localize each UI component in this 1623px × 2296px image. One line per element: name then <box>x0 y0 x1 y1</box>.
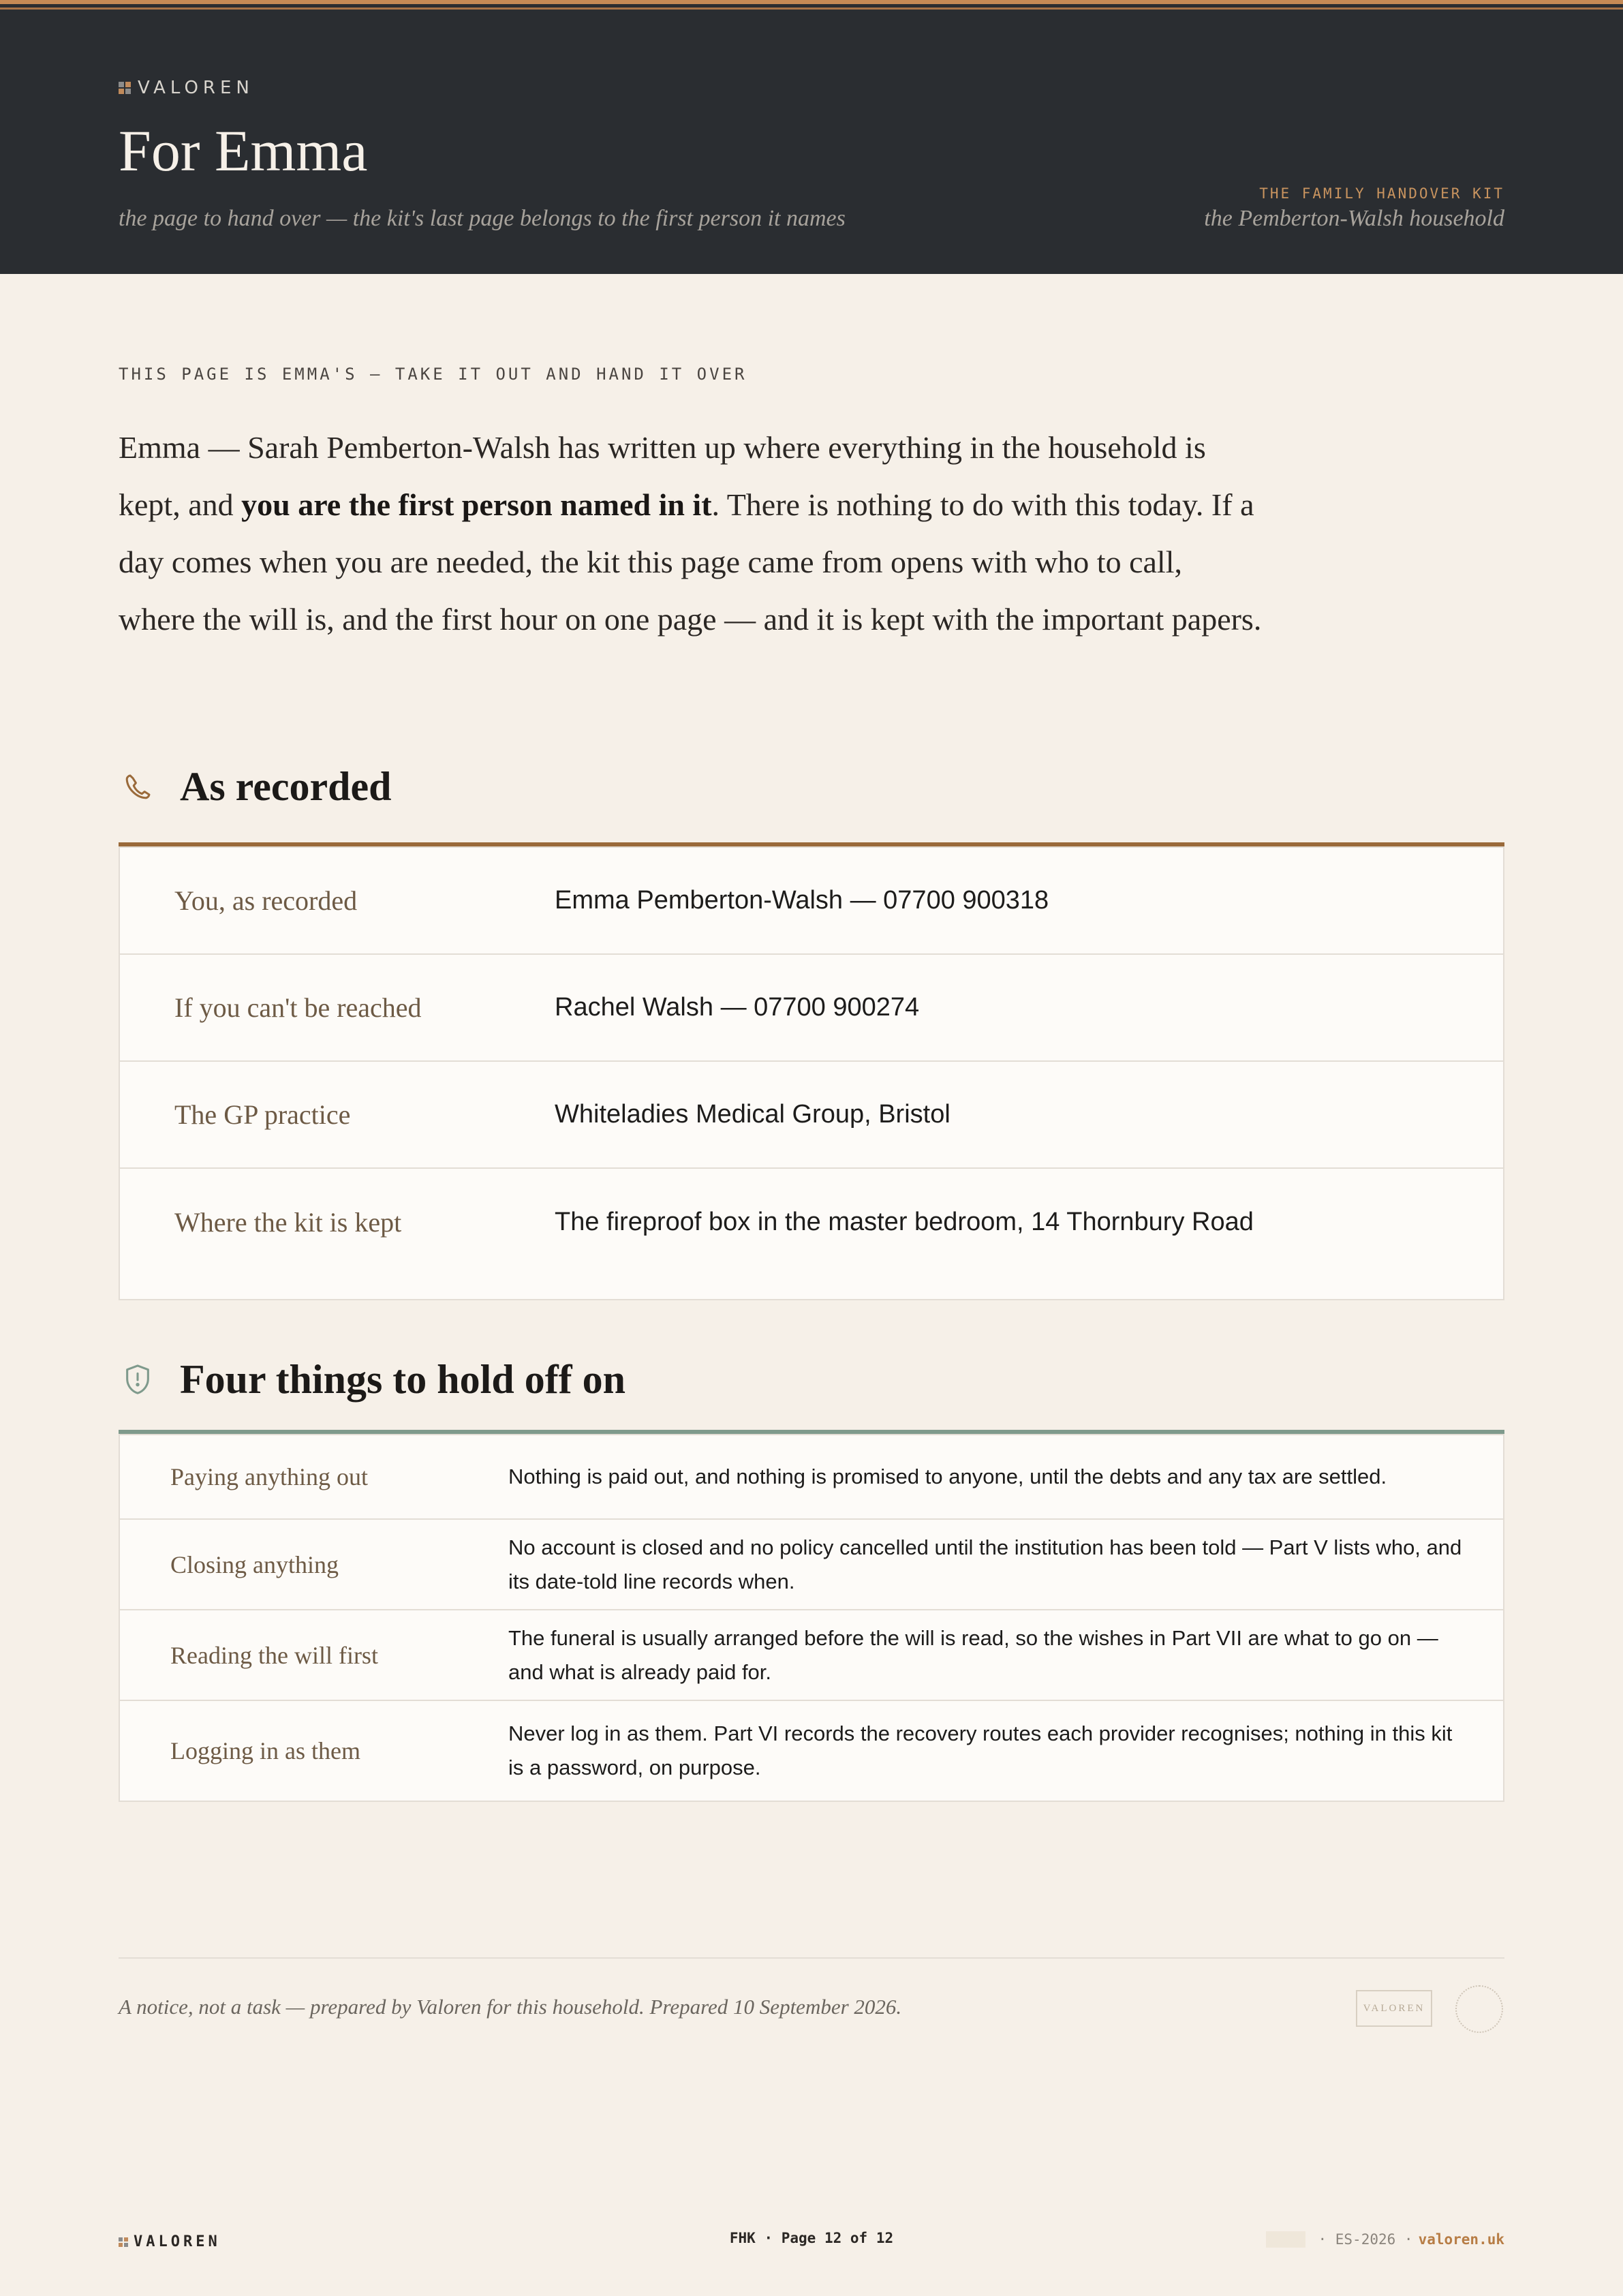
section-title: Four things to hold off on <box>180 1357 626 1402</box>
stamp-text: VALOREN <box>1363 2002 1425 2014</box>
brand-logo-icon <box>119 82 131 94</box>
table-row <box>120 1610 1503 1701</box>
footer-brand-name: VALOREN <box>134 2233 221 2250</box>
hold-off-table <box>119 1434 1504 1802</box>
section-heading-recorded <box>119 763 392 810</box>
row-value: Whiteladies Medical Group, Bristol <box>555 1100 950 1129</box>
page-kicker: THIS PAGE IS EMMA'S — TAKE IT OUT AND HAND IT OVER <box>119 365 747 384</box>
page-subtitle: the page to hand over — the kit's last page belongs to the first person it names <box>119 206 846 231</box>
footer-meta <box>1266 2231 1504 2248</box>
row-value: The funeral is usually arranged before the will is read, so the wishes in Part VII are what to go on — and what is already paid for. <box>508 1625 1438 1684</box>
table-row <box>120 1062 1503 1169</box>
intro-paragraph <box>119 419 1263 648</box>
footer-divider <box>119 1957 1504 1959</box>
footer-chip <box>1266 2231 1305 2248</box>
table-row <box>120 1169 1503 1276</box>
row-label: The GP practice <box>174 1099 351 1130</box>
row-value: The fireproof box in the master bedroom, 14 Thornbury Road <box>555 1208 1254 1236</box>
table-row <box>120 1520 1503 1610</box>
footer-site-link[interactable]: valoren.uk <box>1418 2231 1504 2248</box>
table-row <box>120 955 1503 1062</box>
table-row <box>120 848 1503 955</box>
kit-label: THE FAMILY HANDOVER KIT <box>1259 185 1504 202</box>
footer-note: A notice, not a task — prepared by Valoren for this household. Prepared 10 September 2026. <box>119 1995 902 2019</box>
row-label: If you can't be reached <box>174 992 422 1023</box>
row-value: Never log in as them. Part VI records the recovery routes each provider recognises; nothing in this kit is a password, on purpose. <box>508 1721 1453 1779</box>
row-label: Closing anything <box>170 1550 339 1578</box>
row-value: Nothing is paid out, and nothing is promised to anyone, until the debts and any tax are settled. <box>508 1465 1387 1488</box>
page-header <box>0 0 1623 274</box>
brand <box>119 78 254 98</box>
section-heading-hold <box>119 1356 625 1403</box>
household-name: the Pemberton-Walsh household <box>1204 206 1504 231</box>
recorded-table <box>119 846 1504 1300</box>
page-number: FHK · Page 12 of 12 <box>729 2230 894 2246</box>
row-value: No account is closed and no policy cancelled until the institution has been told — Part V lists who, and its date-told line records when. <box>508 1535 1462 1593</box>
row-label: You, as recorded <box>174 885 358 916</box>
intro-emphasis: you are the first person named in it <box>241 487 712 522</box>
table-row <box>120 1701 1503 1801</box>
brand-name: VALOREN <box>138 78 254 98</box>
table-row <box>120 1435 1503 1520</box>
row-label: Where the kit is kept <box>174 1207 402 1238</box>
intro-text: Emma — Sarah Pemberton-Walsh has written up where everything in the household is kept, and <box>119 430 1206 522</box>
phone-icon <box>119 768 157 806</box>
valoren-stamp <box>1356 1990 1432 2027</box>
header-accent-line <box>0 0 1623 4</box>
page-title: For Emma <box>119 118 368 183</box>
row-label: Logging in as them <box>170 1737 360 1764</box>
row-label: Paying anything out <box>170 1463 368 1490</box>
row-label: Reading the will first <box>170 1641 378 1669</box>
section-title: As recorded <box>180 764 392 809</box>
seal-stamp <box>1455 1985 1503 2033</box>
intro-text: . There is nothing to do with this today. If a day comes when you are needed, the kit this page came from opens with who to call, where the will is, and the first hour on one page — and it is kept with the important papers. <box>119 487 1262 637</box>
row-value: Rachel Walsh — 07700 900274 <box>555 993 920 1022</box>
row-value: Emma Pemberton-Walsh — 07700 900318 <box>555 886 1049 915</box>
footer-code: · ES-2026 · <box>1318 2231 1413 2248</box>
header-accent-line <box>0 7 1623 10</box>
shield-alert-icon <box>119 1361 157 1399</box>
